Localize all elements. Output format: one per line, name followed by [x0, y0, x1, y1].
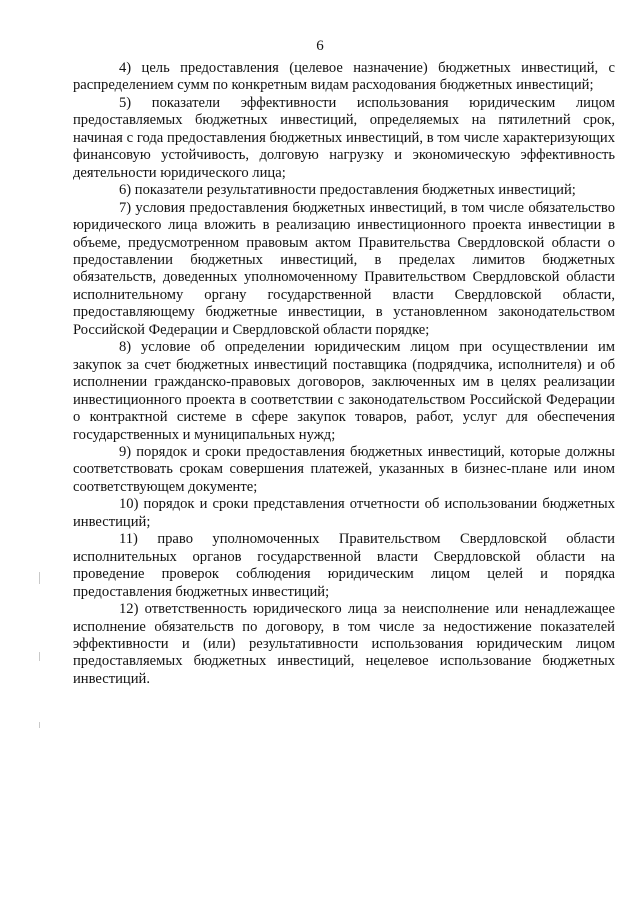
margin-scan-mark	[39, 652, 40, 661]
margin-scan-mark	[39, 722, 40, 728]
list-item-9: 9) порядок и сроки предоставления бюджетных инвестиций, которые должны соответствовать срокам совершения платежей, указанных в бизнес-плане или ином соответствующем документе;	[73, 443, 615, 495]
list-item-10: 10) порядок и сроки представления отчетности об использовании бюджетных инвестиций;	[73, 496, 615, 530]
page-number: 6	[316, 38, 324, 54]
margin-scan-mark	[39, 572, 40, 584]
list-item-6: 6) показатели результативности предоставления бюджетных инвестиций;	[119, 182, 576, 199]
document-body	[73, 60, 615, 688]
list-item-12: 12) ответственность юридического лица за неисполнение или ненадлежащее исполнение обязательств по договору, в том числе за недостижение показателей эффективности и (или) результативности использования юридическим лицом предоставляемых бюджетных инвестиций, нецелевое использование бюджетных инвестиций.	[73, 601, 615, 687]
list-item-11: 11) право уполномоченных Правительством Свердловской области исполнительных органов государственной власти Свердловской области на проведение проверок соблюдения юридическим лицом целей и порядка предоставления бюджетных инвестиций;	[73, 531, 615, 600]
list-item-8: 8) условие об определении юридическим лицом при осуществлении им закупок за счет бюджетных инвестиций поставщика (подрядчика, исполнителя) и об исполнении гражданско-правовых договоров, заключенных им в целях реализации инвестиционного проекта в соответствии с законодательством Российской Федерации о контрактной системе в сфере закупок товаров, работ, услуг для обеспечения государственных и муниципальных нужд;	[73, 339, 615, 443]
list-item-4: 4) цель предоставления (целевое назначение) бюджетных инвестиций, с распределением сумм по конкретным видам расходования бюджетных инвестиций;	[73, 60, 615, 94]
list-item-7: 7) условия предоставления бюджетных инвестиций, в том числе обязательство юридического лица вложить в реализацию инвестиционного проекта инвестиции в объеме, предусмотренном правовым актом Правительства Свердловской области о предоставлении бюджетных инвестиций, в пределах лимитов бюджетных обязательств, доведенных уполномоченному Правительством Свердловской области исполнительному органу государственной власти Свердловской области, предоставляющему бюджетные инвестиции, в установленном законодательством Российской Федерации и Свердловской области порядке;	[73, 199, 615, 338]
list-item-5: 5) показатели эффективности использования юридическим лицом предоставляемых бюджетных инвестиций, определяемых на пятилетний срок, начиная с года предоставления бюджетных инвестиций, в том числе характеризующих финансовую устойчивость, долговую нагрузку и экономическую эффективность деятельности юридического лица;	[73, 94, 615, 181]
